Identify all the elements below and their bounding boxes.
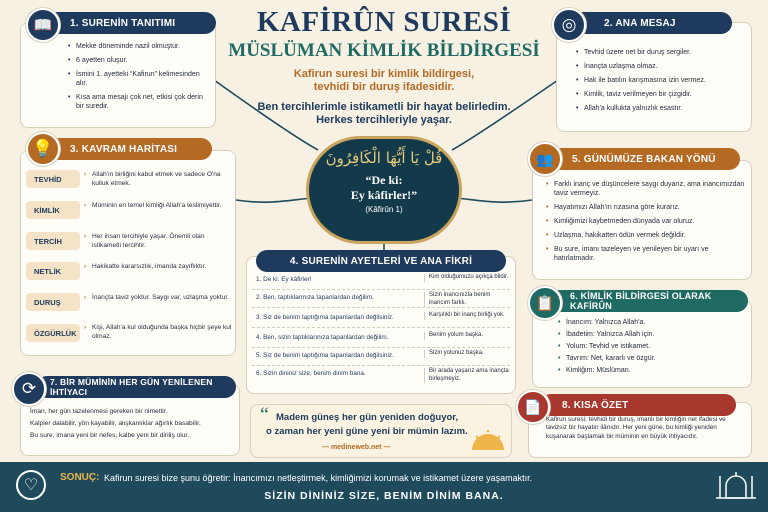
- section-4-title: 4. SURENİN AYETLERİ VE ANA FİKRİ: [289, 255, 473, 267]
- section-5-list: [546, 180, 746, 268]
- term-desc: › Hakikatte kararsızlık, imanda zayıflıktır.: [92, 263, 232, 272]
- verse-idea: Karşılıklı bir inanç birliği yok.: [424, 312, 510, 320]
- conclusion-final: SİZİN DİNİNİZ SİZE, BENİM DİNİM BANA.: [264, 490, 504, 502]
- verse-text: 2. Ben, taptıklarınıza tapanlardan değilim.: [256, 294, 374, 301]
- verse-idea: Kim olduğumuzu açıkça bildir.: [424, 274, 510, 282]
- term-tevhid: TEVHİD: [26, 170, 80, 188]
- motto-line-1: Ben tercihlerimle istikametli bir hayat belirledim.: [257, 101, 511, 113]
- sun-icon: [468, 428, 508, 452]
- section-1-list: [68, 42, 212, 116]
- clipboard-check-icon: 📋: [528, 286, 562, 320]
- section-2-list: [576, 48, 748, 118]
- conclusion-label: SONUÇ:: [60, 472, 100, 483]
- list-item: • Hak ile batılın karışmasına izin vermez.: [576, 76, 748, 85]
- section-6-title: 6. KİMLİK BİLDİRGESİ OLARAK KAFİRÛN: [570, 291, 712, 311]
- intro-line-1: Kafirun suresi bir kimlik bildirgesi,: [293, 68, 475, 80]
- list-item: • 6 ayetten oluşur.: [68, 56, 212, 65]
- verse-row-4: [252, 330, 510, 348]
- section-3-header: [40, 138, 212, 160]
- list-item: • Kısa ama mesajı çok net, etkisi çok derin bir suredir.: [68, 93, 212, 111]
- term-desc: › Her insan tercihiyle yaşar. Önemli olan istikametli tercihtir.: [92, 233, 232, 250]
- mosque-icon: [716, 468, 756, 502]
- arabic-verse: قُلْ يَا أَيُّهَا الْكَافِرُونَ: [325, 149, 443, 167]
- verse-row-3: [252, 310, 510, 328]
- section-1-title: 1. SURENİN TANITIMI: [70, 17, 176, 29]
- list-item: • İnançta uzlaşma olmaz.: [576, 62, 748, 71]
- section-2-title: 2. ANA MESAJ: [604, 17, 676, 29]
- section-7-line-2: Kalpler dalabilir, yön kayabilir, alışkanlıklar ağırlık basabilir.: [30, 420, 201, 427]
- list-item: • Bu sure, imanı tazeleyen ve yenileyen bir uyarı ve hatırlatmadır.: [546, 245, 746, 263]
- document-icon: 📄: [516, 390, 550, 424]
- term-kimlik: KİMLİK: [26, 201, 80, 219]
- section-7-line-1: İman, her gün tazelenmesi gereken bir nimettir.: [30, 408, 168, 415]
- verse-text: 1. De ki: Ey kâfirler!: [256, 276, 312, 283]
- quote-mark: “: [260, 404, 269, 426]
- term-desc: › Allah'ın birliğini kabul etmek ve sadece O'na kulluk etmek.: [92, 171, 232, 188]
- page-subtitle: MÜSLÜMAN KİMLİK BİLDİRGESİ: [228, 40, 540, 61]
- verse-idea: Sizin yolunuz başka.: [424, 350, 510, 358]
- page-title: KAFİRÛN SURESİ: [256, 6, 512, 38]
- section-6-list: [558, 318, 738, 378]
- list-item: • Kimliğim: Müslüman.: [558, 366, 738, 375]
- section-4-header: [256, 250, 506, 272]
- list-item: • İbadetim: Yalnızca Allah için.: [558, 330, 738, 339]
- target-icon: ◎: [552, 8, 586, 42]
- section-8-title: 8. KISA ÖZET: [562, 399, 629, 411]
- quote-line-2: o zaman her yeni güne yeni bir mümin lazım.: [266, 426, 468, 437]
- section-5-header: [550, 148, 740, 170]
- verse-reference: (Kâfirûn 1): [365, 205, 403, 214]
- site-credit: — medineweb.net —: [322, 444, 391, 451]
- list-item: • Mekke döneminde nazil olmuştur.: [68, 42, 212, 51]
- motto-line-2: Herkes tercihleriyle yaşar.: [316, 114, 452, 126]
- verse-text: 6. Sizin dininiz size, benim dinim bana.: [256, 370, 366, 377]
- list-item: • Kimlik, taviz verilmeyen bir çizgidir.: [576, 90, 748, 99]
- conclusion-bar: [0, 462, 768, 512]
- list-item: • İnancım: Yalnızca Allah'a.: [558, 318, 738, 327]
- term-desc: › Kişi, Allah'a kul olduğunda başka hiçbir şeye kul olmaz.: [92, 324, 232, 341]
- section-8-text: Kafirun suresi; tevhidi bir duruş, imanlı bir kimliğin net ifadesi ve tavizsiz bir hayatın ilânıdır. Her yeni güne, bu kimliği yeniden kuşanarak başlamak bir müminin en büyük ihtiyacıdır.: [546, 416, 726, 440]
- verse-row-2: [252, 290, 510, 308]
- verse-row-6: [252, 366, 510, 392]
- list-item: • Uzlaşma, hakikatten ödün vermek değildir.: [546, 231, 746, 240]
- conclusion-text: Kafirun suresi bize şunu öğretir: İnancımızı netleştirmek, kimliğimizi korumak ve istikamet üzere yaşamaktır.: [104, 473, 533, 483]
- verse-row-5: [252, 348, 510, 366]
- quote-line-1: “De ki:: [365, 173, 403, 187]
- intro-line-2: tevhidi bir duruş ifadesidir.: [313, 81, 455, 93]
- lightbulb-icon: 💡: [26, 132, 60, 166]
- quran-book-icon: 📖: [26, 8, 60, 42]
- people-group-icon: 👥: [528, 142, 562, 176]
- section-8-header: [540, 394, 736, 416]
- verse-text: 3. Siz de benim taptığıma tapanlardan değilsiniz.: [256, 314, 394, 321]
- verse-idea: Sizin inancınızla benim inancım farklı.: [424, 292, 510, 307]
- list-item: • Farklı inanç ve düşüncelere saygı duyarız, ama inancımızdan taviz vermeyiz.: [546, 180, 746, 198]
- term-netlik: NETLİK: [26, 262, 80, 280]
- list-item: • Hayatımızı Allah'ın rızasına göre kurarız.: [546, 203, 746, 212]
- verse-idea: Benim yolum başka.: [424, 332, 510, 340]
- list-item: • Tevhid üzere net bir duruş sergiler.: [576, 48, 748, 57]
- section-3-title: 3. KAVRAM HARİTASI: [70, 143, 178, 155]
- term-ozgurluk: ÖZGÜRLÜK: [26, 324, 80, 342]
- section-7-line-3: Bu sure, imana yeni bir nefes, kalbe yeni bir diriliş olur.: [30, 432, 190, 439]
- quote-line-2: Ey kâfirler!”: [350, 188, 418, 202]
- list-item: • Yolum: Tevhid ve istikamet.: [558, 342, 738, 351]
- verse-text: 5. Siz de benim taptığıma tapanlardan değilsiniz.: [256, 352, 394, 359]
- quote-line-1: Madem güneş her gün yeniden doğuyor,: [276, 412, 459, 423]
- term-durus: DURUŞ: [26, 293, 80, 311]
- verse-text: 4. Ben, sizin taptıklarınıza tapanlardan değilim.: [256, 334, 389, 341]
- section-7-title: 7. BİR MÜMİNİN HER GÜN YENİLENEN İHTİYACI: [50, 377, 213, 397]
- list-item: • İsmini 1. ayetteki “Kafirun” kelimesinden alır.: [68, 70, 212, 88]
- list-item: • Tavrım: Net, kararlı ve özgür.: [558, 354, 738, 363]
- verse-idea: Bir arada yaşarız ama inançta birleşmeyiz.: [424, 368, 510, 383]
- term-desc: › İnançta taviz yoktur. Saygı var, uzlaşma yoktur.: [92, 294, 232, 303]
- section-1-header: [40, 12, 216, 34]
- section-5-title: 5. GÜNÜMÜZE BAKAN YÖNÜ: [572, 153, 716, 165]
- term-desc: › Müminin en temel kimliği Allah'a teslimiyettir.: [92, 202, 232, 211]
- center-verse-circle: [306, 136, 462, 244]
- section-6-header: [548, 290, 748, 312]
- term-tercih: TERCİH: [26, 232, 80, 250]
- refresh-cycle-icon: ⟳: [12, 372, 46, 406]
- heart-icon: ♡: [16, 470, 46, 500]
- verse-row-1: [252, 272, 510, 290]
- list-item: • Kimliğimizi kaybetmeden dünyada var oluruz.: [546, 217, 746, 226]
- section-7-header: [36, 376, 236, 398]
- list-item: • Allah'a kullukta yalnızlık esastır.: [576, 104, 748, 113]
